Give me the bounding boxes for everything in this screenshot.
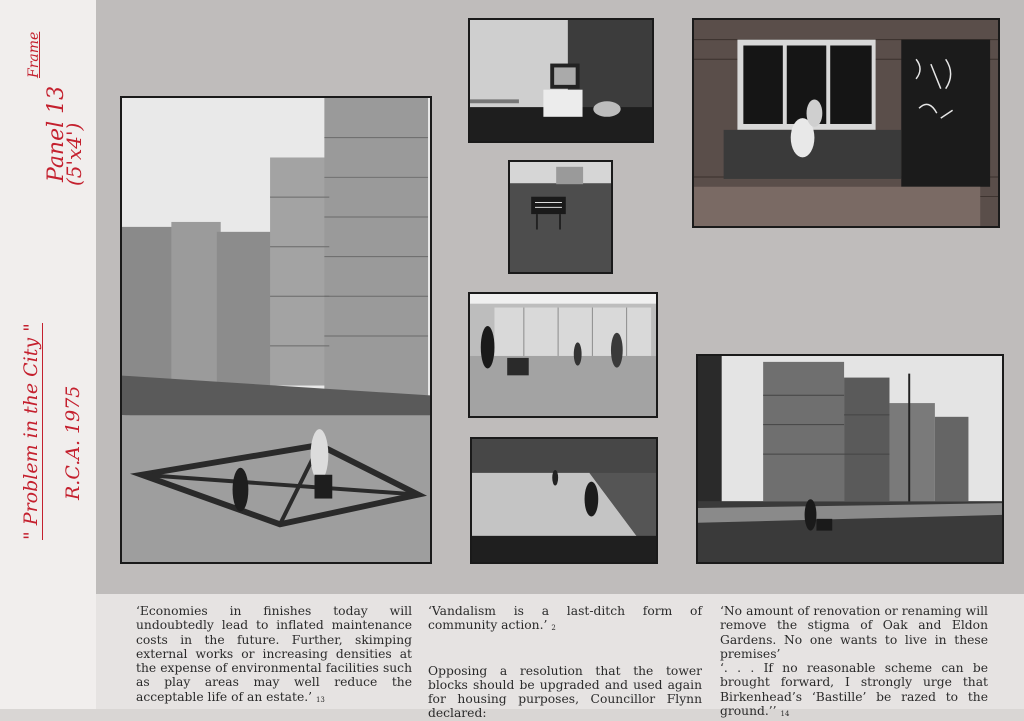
caption-text-2: ‘. . . If no reasonable scheme can be brought forward, I strongly urge that Birkenhead’s ‘Bastille’ be razed to the ground.’’ [720,661,988,719]
caption-column-1 [136,604,412,707]
photo-ramp-running-child [470,437,658,564]
annotation-frame: Frame [26,31,42,78]
footnote-ref: 2 [551,624,556,633]
photo-sign-on-grass [508,160,613,274]
photo-children-at-window [692,18,1000,228]
photo-tower-blocks-playground [120,96,432,564]
caption-column-3 [720,604,988,721]
photo-street-with-pram [468,292,658,418]
caption-text: ‘Economies in finishes today will undoubtedly lead to inflated maintenance costs in the future. Further, skimping external works or increasing densities at the expense of environmental facilities such as play areas may well reduce the acceptable life of an estate.’ [136,604,412,704]
annotation-title: " Problem in the City " [20,323,42,540]
photo-blocks-street [696,354,1004,564]
caption-text: ‘No amount of renovation or renaming will remove the stigma of Oak and Eldon Gardens. No one wants to live in these premises’ [720,604,988,661]
caption-text: ‘Vandalism is a last-ditch form of community action.’ [428,604,702,633]
annotation-credit: R.C.A. 1975 [62,385,84,500]
footnote-ref: 13 [315,695,325,704]
footnote-ref: 14 [780,710,790,719]
annotation-panel-size: (5'x4') [62,122,86,186]
annotation-panel-number: Panel 13 [44,85,69,182]
caption-text-2: Opposing a resolution that the tower blocks should be upgraded and used again for housing purposes, Councillor Flynn declared: [428,663,702,721]
caption-column-2 [428,604,702,721]
photo-interior-room [468,18,654,143]
